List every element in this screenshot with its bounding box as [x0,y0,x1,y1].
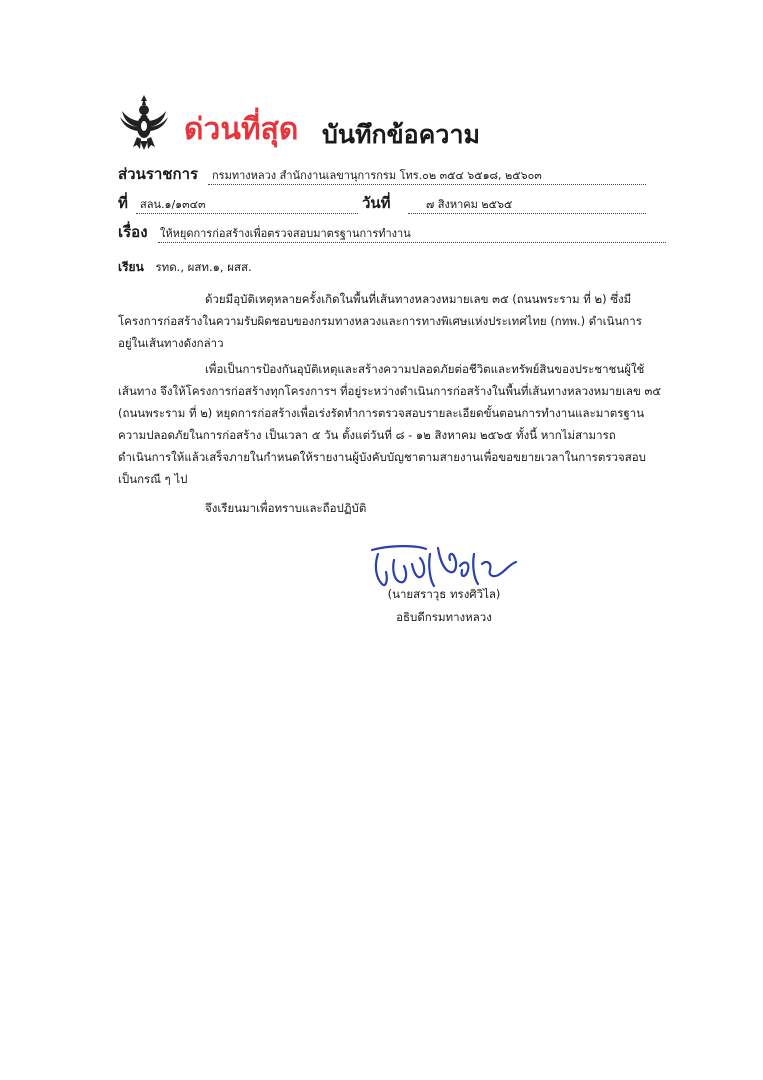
subject-label: เรื่อง [118,223,148,241]
date-dotted-line [408,213,646,214]
subject-value: ให้หยุดการก่อสร้างเพื่อตรวจสอบมาตรฐานการทำงาน [160,227,411,240]
para2-line-4: ความปลอดภัยในการก่อสร้าง เป็นเวลา ๕ วัน ตั้งแต่วันที่ ๘ - ๑๒ สิงหาคม ๒๕๖๕ ทั้งนี้ หากไม่สามารถ [118,428,616,442]
para2-line-1: เพื่อเป็นการป้องกันอุบัติเหตุและสร้างความปลอดภัยต่อชีวิตและทรัพย์สินของประชาชนผู้ใช้ [205,362,645,376]
para2-line-2: เส้นทาง จึงให้โครงการก่อสร้างทุกโครงการฯ ที่อยู่ระหว่างดำเนินการก่อสร้างในพื้นที่เส้นทางหลวงหมายเลข ๓๕ [118,384,662,398]
subject-dotted-line [158,242,666,243]
date-value: ๗ สิงหาคม ๒๕๖๕ [426,198,513,211]
garuda-emblem-icon [118,93,170,151]
urgency-stamp: ด่วนที่สุด [184,112,299,147]
para1-line-3: อยู่ในเส้นทางดังกล่าว [118,336,224,350]
ref-date-row [118,193,646,217]
date-label: วันที่ [362,194,391,212]
agency-dotted-line [208,184,646,185]
para1-line-1: ด้วยมีอุบัติเหตุหลายครั้งเกิดในพื้นที่เส้นทางหลวงหมายเลข ๓๕ (ถนนพระราม ที่ ๒) ซึ่งมี [205,292,632,306]
memo-title: บันทึกข้อความ [322,120,480,149]
ref-dotted-line [136,213,358,214]
para2-line-5: ดำเนินการให้แล้วเสร็จภายในกำหนดให้รายงานผู้บังคับบัญชาตามสายงานเพื่อขอขยายเวลาในการตรวจสอบ [118,450,646,464]
para2-line-6: เป็นกรณี ๆ ไป [118,472,188,486]
salutation-value: รทด., ผสท.๑, ผสส. [155,260,252,274]
signer-position: อธิบดีกรมทางหลวง [396,610,492,624]
para2-line-3: (ถนนพระราม ที่ ๒) หยุดการก่อสร้างเพื่อเร่งรัดทำการตรวจสอบรายละเอียดขั้นตอนการทำงานและมาตรฐาน [118,406,645,420]
agency-value: กรมทางหลวง สำนักงานเลขานุการกรม โทร.๐๒ ๓๕๔ ๖๕๑๘, ๒๕๖๐๓ [212,169,542,182]
ref-value: สลน.๑/๑๓๔๓ [140,198,206,211]
salutation [118,256,252,278]
closing-line: จึงเรียนมาเพื่อทราบและถือปฏิบัติ [205,501,367,515]
subject-row [118,222,666,246]
agency-label: ส่วนราชการ [118,165,199,183]
para1-line-2: โครงการก่อสร้างในความรับผิดชอบของกรมทางหลวงและการทางพิเศษแห่งประเทศไทย (กทพ.) ดำเนินการ [118,314,642,328]
signer-name: (นายสราวุธ ทรงศิวิไล) [387,587,501,601]
salutation-label: เรียน [118,260,144,274]
agency-row [118,164,646,188]
ref-label: ที่ [118,194,128,212]
